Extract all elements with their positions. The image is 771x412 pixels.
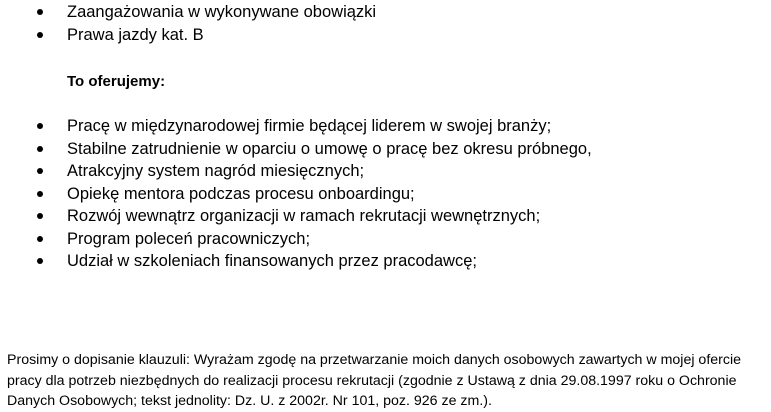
bullet-icon xyxy=(37,213,43,219)
list-item xyxy=(0,1,771,24)
list-item-text: Rozwój wewnątrz organizacji w ramach rekrutacji wewnętrznych; xyxy=(67,207,541,225)
list-item-text: Atrakcyjny system nagród miesięcznych; xyxy=(67,162,365,180)
list-item-text: Stabilne zatrudnienie w oparciu o umowę o pracę bez okresu próbnego, xyxy=(67,139,592,158)
list-item-text: Prawa jazdy kat. B xyxy=(67,25,204,44)
bullet-icon xyxy=(37,236,43,242)
list-item-text: Pracę w międzynarodowej firmie będącej liderem w swojej branży; xyxy=(67,117,552,135)
bullet-icon xyxy=(37,9,43,15)
bullet-icon xyxy=(37,191,43,197)
list-item-text: Program poleceń pracowniczych; xyxy=(67,229,311,248)
list-item xyxy=(0,183,771,206)
list-item xyxy=(0,115,771,138)
list-item xyxy=(0,250,771,273)
bullet-icon xyxy=(37,123,43,129)
list-item xyxy=(0,138,771,161)
list-item-text: Opiekę mentora podczas procesu onboardingu; xyxy=(67,184,415,203)
consent-clause: Prosimy o dopisanie klauzuli: Wyrażam zgodę na przetwarzanie moich danych osobowych zawartych w mojej ofercie pracy dla potrzeb niezbędnych do realizacji procesu rekrutacji (zgodnie z Ustawą z dnia 29.08.1997 roku o Ochronie Danych Osobowych; tekst jednolity: Dz. U. z 2002r. Nr 101, poz. 926 ze zm.). xyxy=(7,352,742,409)
list-item-text: Zaangażowania w wykonywane obowiązki xyxy=(67,3,377,21)
bullet-icon xyxy=(37,146,43,152)
list-item xyxy=(0,160,771,183)
list-item xyxy=(0,228,771,251)
requirements-list xyxy=(0,1,771,46)
bullet-icon xyxy=(37,32,43,38)
bullet-icon xyxy=(37,258,43,264)
list-item xyxy=(0,205,771,228)
list-item xyxy=(0,24,771,47)
bullet-icon xyxy=(37,168,43,174)
offer-heading: To oferujemy: xyxy=(67,73,166,90)
offer-list xyxy=(0,115,771,273)
list-item-text: Udział w szkoleniach finansowanych przez pracodawcę; xyxy=(67,252,477,270)
